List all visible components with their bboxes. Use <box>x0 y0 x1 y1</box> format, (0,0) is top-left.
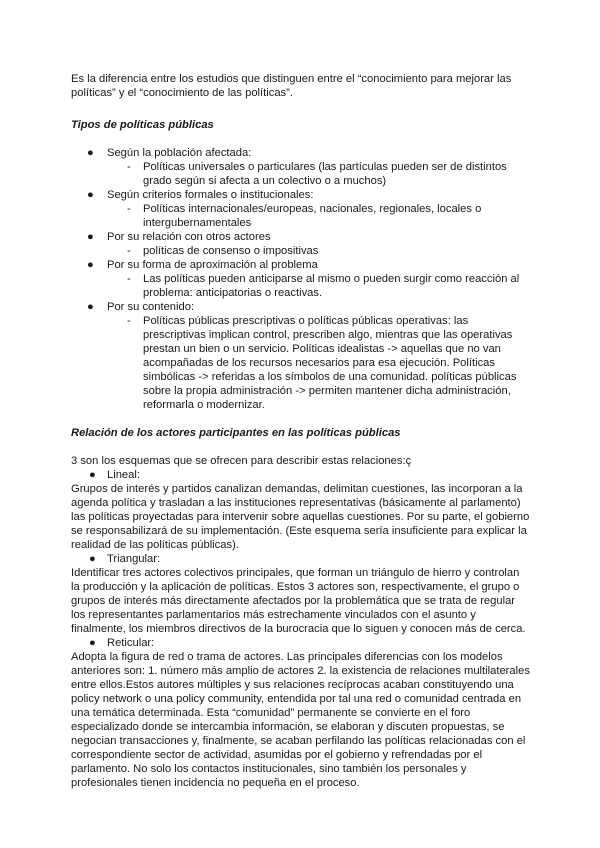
section-title-actors: Relación de los actores participantes en las políticas públicas <box>71 427 401 439</box>
sub-list-item-text: políticas de consenso o impositivas <box>143 245 319 257</box>
intro-paragraph: Es la diferencia entre los estudios que distinguen entre el “conocimiento para mejorar las políticas” y el “conocimiento de las políticas”. <box>71 73 512 99</box>
sub-list <box>107 314 531 412</box>
sub-list <box>107 202 531 230</box>
list-item-label: Según criterios formales o institucionales: <box>107 189 314 201</box>
bullet-icon: ● <box>87 189 94 201</box>
dash-icon: - <box>127 203 131 215</box>
scheme-label-text: Lineal: <box>107 469 140 481</box>
bullet-icon: ● <box>87 259 94 271</box>
list-item-label: Por su relación con otros actores <box>107 231 271 243</box>
scheme-label <box>71 552 531 566</box>
bullet-icon: ● <box>87 231 94 243</box>
dash-icon: - <box>127 161 131 173</box>
list-item-label: Según la población afectada: <box>107 147 252 159</box>
sub-list <box>107 160 531 188</box>
sub-list <box>107 272 531 300</box>
bullet-icon: ● <box>87 301 94 313</box>
list-item <box>71 146 531 188</box>
sub-list <box>107 244 531 258</box>
list-item-label: Por su forma de aproximación al problema <box>107 259 318 271</box>
scheme-lineal <box>71 468 531 552</box>
schemes-intro: 3 son los esquemas que se ofrecen para describir estas relaciones:ç <box>71 455 412 467</box>
scheme-label <box>71 468 531 482</box>
sub-list-item-text: Políticas universales o particulares (las partículas pueden ser de distintos grado según si afecta a un colectivo o a muchos) <box>143 161 507 187</box>
sub-list-item-text: Las políticas pueden anticiparse al mismo o pueden surgir como reacción al problema: anticipatorias o reactivas. <box>143 273 520 299</box>
scheme-description: Grupos de interés y partidos canalizan demandas, delimitan cuestiones, las incorporan a la agenda política y trasladan a las instituciones representativas (básicamente al parlamento) las políticas proyectadas para intervenir sobre aquellas cuestiones. Por su parte, el gobierno se responsabilizará de su implementación. (Este esquema sería insuficiente para explicar la realidad de las políticas públicas). <box>71 483 530 551</box>
bullet-icon: ● <box>89 637 96 649</box>
sub-list-item-text: Políticas internacionales/europeas, nacionales, regionales, locales o intergubernamentales <box>143 203 482 229</box>
sub-list-item <box>107 160 531 188</box>
list-item <box>71 300 531 412</box>
scheme-description: Adopta la figura de red o trama de actores. Las principales diferencias con los modelos anteriores son: 1. número más amplio de actores 2. la existencia de relaciones multilaterales entre ellos.Estos autores múltiples y sus relaciones recíprocas acaban constituyendo una policy network o una policy community, entendida por tal una red o comunidad centrada en una temática determinada. Esta “comunidad” permanente se convierte en el foro especializado donde se intercambia información, se elaboran y discuten propuestas, se negocian transacciones y, finalmente, se acaban perfilando las políticas relacionadas con el correspondiente sector de actividad, asumidas por el gobierno y refrendadas por el parlamento. No solo los contactos institucionales, sino también los personales y profesionales tienen incidencia no pequeña en el proceso. <box>71 651 530 789</box>
sub-list-item <box>107 272 531 300</box>
sub-list-item-text: Políticas públicas prescriptivas o políticas públicas operativas: las prescriptivas implican control, prescriben algo, mientras que las operativas prestan un bien o un servicio. Políticas idealistas -> aquellas que no van acompañadas de los recursos necesarios para esa ejecución. Políticas simbólicas -> referidas a los símbolos de una comunidad. políticas públicas sobre la propia administración -> permiten mantener dicha administración, reformarla o modernizar. <box>143 315 517 411</box>
scheme-triangular <box>71 552 531 636</box>
scheme-reticular <box>71 636 531 790</box>
scheme-label-text: Triangular: <box>107 553 161 565</box>
policy-types-list <box>71 146 531 412</box>
bullet-icon: ● <box>87 147 94 159</box>
list-item-label: Por su contenido: <box>107 301 195 313</box>
section-title-types: Tipos de políticas públicas <box>71 119 214 131</box>
sub-list-item <box>107 244 531 258</box>
bullet-icon: ● <box>89 469 96 481</box>
scheme-description: Identificar tres actores colectivos principales, que forman un triángulo de hierro y controlan la producción y la aplicación de políticas. Estos 3 actores son, respectivamente, el grupo o grupos de interés más directamente afectados por la problemática que se trata de regular los representantes parlamentarios más estrechamente vinculados con el asunto y finalmente, los miembros directivos de la burocracia que lo siguen y conocen más de cerca. <box>71 567 526 635</box>
sub-list-item <box>107 314 531 412</box>
bullet-icon: ● <box>89 553 96 565</box>
list-item <box>71 188 531 230</box>
dash-icon: - <box>127 315 131 327</box>
scheme-label-text: Reticular: <box>107 637 155 649</box>
list-item <box>71 230 531 258</box>
dash-icon: - <box>127 245 131 257</box>
dash-icon: - <box>127 273 131 285</box>
sub-list-item <box>107 202 531 230</box>
list-item <box>71 258 531 300</box>
document-page <box>71 72 531 790</box>
scheme-label <box>71 636 531 650</box>
